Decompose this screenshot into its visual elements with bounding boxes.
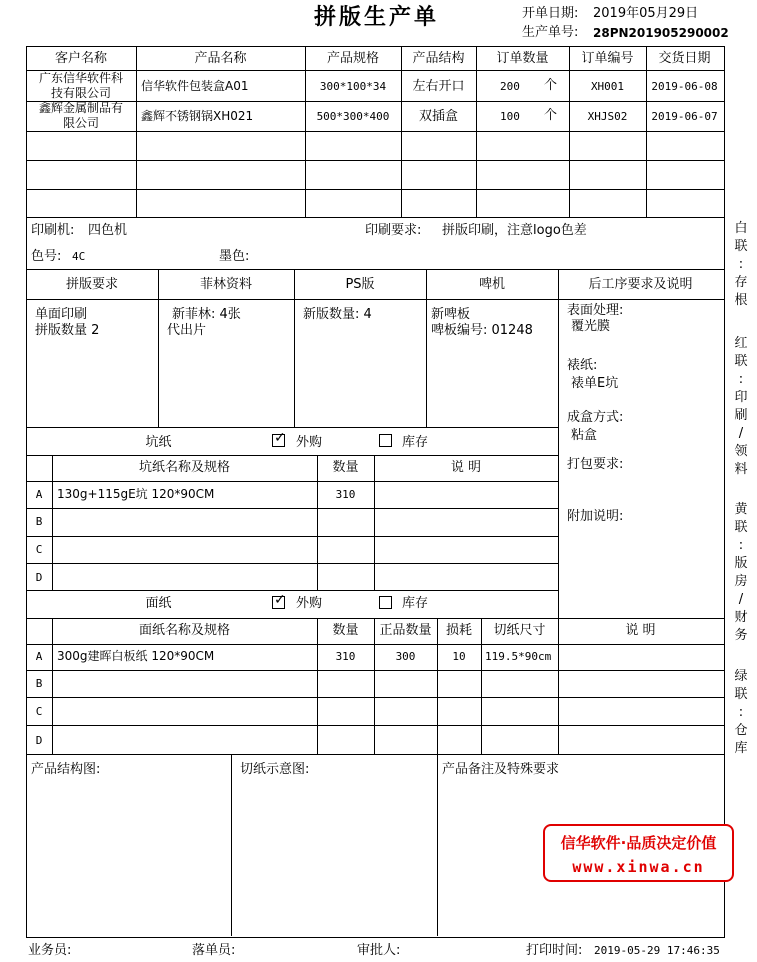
facepaper-col-good: 正品数量: [379, 623, 432, 638]
row-letter: C: [35, 705, 43, 718]
col-qty: 订单数量: [496, 51, 549, 66]
facepaper-col-cut: 切纸尺寸: [493, 623, 546, 638]
col-delivery: 交货日期: [658, 51, 711, 66]
print-req-label: 印刷要求:: [365, 223, 422, 238]
watermark-stamp: [543, 824, 734, 882]
customer-name: 广东信华软件科: [38, 71, 123, 85]
copy-label-char: 料: [734, 462, 748, 477]
col-customer: 客户名称: [54, 51, 107, 66]
watermark-slogan: 信华软件·品质决定价值: [560, 834, 717, 852]
copy-label-char: :: [738, 538, 744, 553]
copy-label-char: 红: [734, 336, 748, 351]
die-line: 啤板编号: 01248: [431, 323, 533, 338]
open-date-value: 2019年05月29日: [593, 6, 699, 21]
order-no-label: 生产单号:: [522, 25, 579, 40]
color-value: 4C: [72, 250, 86, 263]
copy-label-char: 库: [734, 741, 748, 756]
facepaper-outsource-label: 外购: [296, 596, 323, 611]
structure-diagram-label: 产品结构图:: [31, 762, 101, 777]
delivery-date: 2019-06-08: [651, 80, 718, 93]
corrugated-col-name: 坑纸名称及规格: [138, 460, 230, 475]
facepaper-col-name: 面纸名称及规格: [138, 623, 230, 638]
copy-label-char: 刷: [734, 408, 748, 423]
customer-name-cont: 技有限公司: [50, 86, 111, 100]
copy-label-char: 版: [734, 556, 748, 571]
copy-label-char: 印: [734, 390, 748, 405]
copy-label-char: 联: [734, 354, 748, 369]
facepaper-col-qty: 数量: [332, 623, 359, 638]
facepaper-loss: 10: [452, 650, 466, 663]
mount-label: 裱纸:: [567, 358, 598, 373]
corrugated-col-note: 说 明: [450, 460, 482, 475]
copy-label-char: :: [738, 257, 744, 272]
order-qty: 200: [500, 80, 520, 93]
copy-label-char: 绿: [734, 669, 748, 684]
copy-label-char: 存: [734, 275, 748, 290]
facepaper-col-loss: 损耗: [445, 623, 472, 638]
copy-label-char: 房: [734, 574, 748, 589]
product-spec: 300*100*34: [319, 80, 387, 93]
film-line: 新菲林: 4张: [172, 307, 241, 322]
imposition-line: 单面印刷: [35, 307, 88, 322]
col-spec: 产品规格: [326, 51, 379, 66]
facepaper-good-qty: 300: [395, 650, 416, 663]
copy-label-char: 联: [734, 687, 748, 702]
copy-label-char: 仓: [734, 723, 748, 738]
facepaper-outsource-checkbox[interactable]: [272, 592, 286, 609]
surface-label: 表面处理:: [567, 303, 624, 318]
mount-value: 裱单E坑: [571, 376, 619, 391]
facepaper-qty: 310: [335, 650, 356, 663]
order-number: XHJS02: [587, 110, 628, 123]
customer-name: 鑫辉金属制品有: [38, 101, 123, 115]
copy-label-char: 根: [734, 293, 748, 308]
print-req-value: 拼版印刷，注意logo色差: [442, 223, 587, 238]
copy-label-char: /: [738, 426, 744, 441]
film-header: 菲林资料: [199, 277, 252, 292]
product-structure: 双插盒: [418, 109, 458, 124]
copy-label-char: 联: [734, 239, 748, 254]
extra-note-label: 附加说明:: [567, 509, 624, 524]
imposition-line: 拼版数量 2: [35, 323, 100, 338]
row-letter: C: [35, 543, 43, 556]
cutting-diagram-label: 切纸示意图:: [240, 762, 310, 777]
ps-line: 新版数量: 4: [303, 307, 372, 322]
col-order-no: 订单编号: [581, 51, 634, 66]
approver-label: 审批人:: [357, 943, 401, 958]
corrugated-name: 130g+115gE坑 120*90CM: [57, 487, 215, 501]
facepaper-title: 面纸: [145, 596, 172, 611]
ps-plate-header: PS版: [345, 277, 375, 292]
corrugated-col-qty: 数量: [332, 460, 359, 475]
copy-label-char: :: [738, 705, 744, 720]
col-structure: 产品结构: [412, 51, 465, 66]
remarks-label: 产品备注及特殊要求: [442, 762, 560, 777]
corrugated-outsource-checkbox[interactable]: [272, 430, 286, 447]
salesperson-label: 业务员:: [28, 943, 72, 958]
corrugated-qty: 310: [335, 488, 356, 501]
facepaper-name: 300g建晖白板纸 120*90CM: [57, 649, 215, 663]
order-unit: 个: [544, 108, 558, 123]
copy-label-char: :: [738, 372, 744, 387]
die-cut-header: 啤机: [478, 277, 505, 292]
col-product: 产品名称: [194, 51, 247, 66]
watermark-url: www.xinwa.cn: [572, 858, 705, 876]
film-line: 代出片: [167, 323, 207, 338]
customer-name-cont: 限公司: [62, 116, 99, 130]
imposition-header: 拼版要求: [65, 277, 118, 292]
copy-label-char: 务: [734, 628, 748, 643]
facepaper-col-note: 说 明: [625, 623, 656, 638]
print-time-label: 打印时间:: [526, 943, 583, 958]
copy-label-red: [733, 335, 749, 479]
corrugated-stock-label: 库存: [402, 435, 429, 450]
surface-value: 覆光膜: [571, 319, 611, 334]
row-letter: A: [35, 488, 43, 501]
die-line: 新啤板: [431, 307, 471, 322]
order-unit: 个: [544, 78, 558, 93]
product-name: 鑫辉不锈钢锅XH021: [141, 109, 254, 123]
form-title: 拼版生产单: [314, 4, 440, 30]
row-letter: B: [35, 515, 43, 528]
order-number: XH001: [590, 80, 625, 93]
press-label: 印刷机:: [31, 223, 75, 238]
product-spec: 500*300*400: [316, 110, 390, 123]
row-letter: A: [35, 650, 43, 663]
copy-label-char: 白: [734, 221, 748, 236]
copy-label-green: [733, 668, 749, 758]
row-letter: B: [35, 677, 43, 690]
delivery-date: 2019-06-07: [651, 110, 718, 123]
order-clerk-label: 落单员:: [192, 943, 236, 958]
copy-label-char: /: [738, 592, 744, 607]
copy-label-char: 领: [734, 444, 748, 459]
row-letter: D: [35, 571, 43, 584]
copy-label-yellow: [733, 501, 749, 645]
checkmark-icon: ✓: [274, 592, 286, 608]
color-label: 色号:: [31, 249, 62, 264]
order-no-value: 28PN201905290002: [593, 26, 729, 40]
product-structure: 左右开口: [412, 79, 465, 94]
facepaper-cut-size: 119.5*90cm: [485, 650, 552, 663]
copy-label-char: 财: [734, 610, 748, 625]
post-process-header: 后工序要求及说明: [588, 277, 693, 292]
packing-label: 打包要求:: [567, 457, 624, 472]
facepaper-stock-label: 库存: [402, 596, 429, 611]
facepaper-stock-checkbox[interactable]: [379, 596, 392, 609]
corrugated-stock-checkbox[interactable]: [379, 434, 392, 447]
open-date-label: 开单日期:: [522, 6, 579, 21]
box-method-value: 粘盒: [571, 428, 598, 443]
copy-label-white: [733, 220, 749, 310]
checkmark-icon: ✓: [274, 430, 286, 446]
copy-label-char: 黄: [734, 502, 748, 517]
copy-label-char: 联: [734, 520, 748, 535]
print-time-value: 2019-05-29 17:46:35: [594, 944, 720, 957]
order-qty: 100: [500, 110, 520, 123]
box-method-label: 成盒方式:: [567, 410, 624, 425]
ink-label: 墨色:: [219, 249, 250, 264]
row-letter: D: [35, 734, 43, 747]
corrugated-outsource-label: 外购: [296, 435, 323, 450]
press-value: 四色机: [88, 223, 128, 238]
product-name: 信华软件包装盒A01: [141, 79, 249, 93]
corrugated-title: 坑纸: [145, 435, 172, 450]
